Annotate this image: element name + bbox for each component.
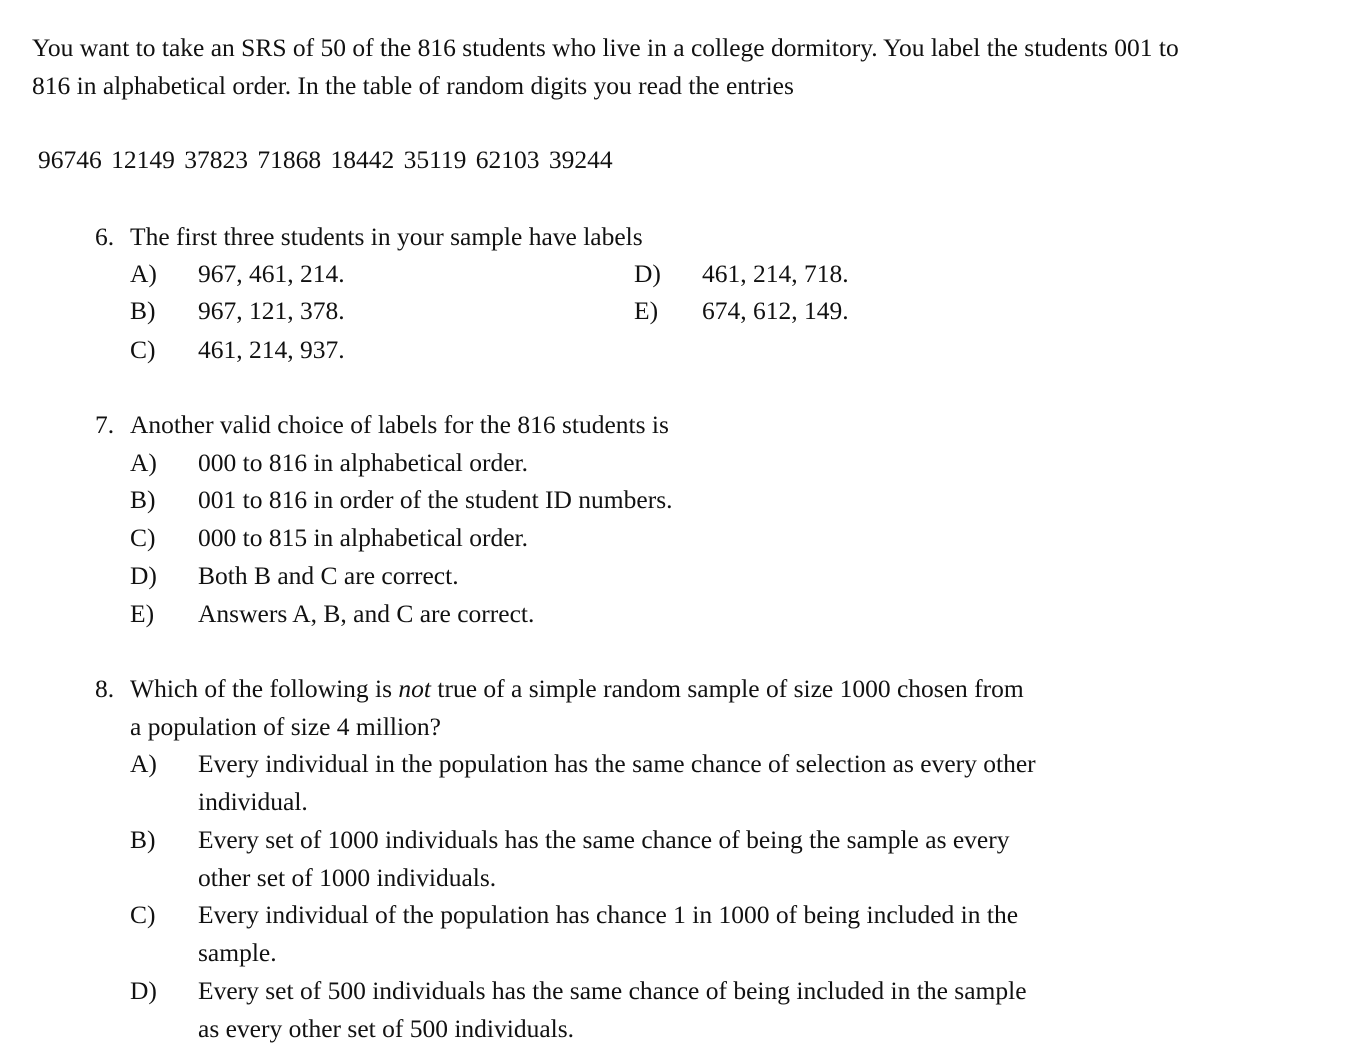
question-8-option-a-line-1: Every individual in the population has the same chance of selection as every other — [198, 749, 1036, 778]
question-7-option-c-text: 000 to 815 in alphabetical order. — [198, 523, 528, 552]
question-6-option-d-label: D) — [634, 259, 661, 288]
question-7-option-d-text: Both B and C are correct. — [198, 561, 459, 590]
question-8-text-before: Which of the following is — [130, 674, 399, 703]
question-8-emphasis: not — [398, 674, 432, 703]
question-6-option-b-label: B) — [130, 296, 156, 325]
question-6-number: 6. — [95, 222, 115, 251]
question-8-option-a-label: A) — [130, 749, 157, 778]
question-7-option-a-label: A) — [130, 448, 157, 477]
question-6-option-e-text: 674, 612, 149. — [702, 296, 849, 325]
question-8-number: 8. — [95, 674, 115, 703]
question-6-text: The first three students in your sample have labels — [130, 222, 643, 251]
question-7-number: 7. — [95, 410, 115, 439]
question-6-option-b-text: 967, 121, 378. — [198, 296, 345, 325]
question-7-option-b-text: 001 to 816 in order of the student ID numbers. — [198, 485, 673, 514]
question-8-option-c-line-1: Every individual of the population has chance 1 in 1000 of being included in the — [198, 900, 1019, 929]
question-6-option-c-text: 461, 214, 937. — [198, 335, 345, 364]
question-6-option-e-label: E) — [634, 296, 659, 325]
question-8-text-after: true of a simple random sample of size 1000 chosen from — [431, 674, 1024, 703]
question-8-text-line-2: a population of size 4 million? — [130, 712, 441, 741]
question-7-option-d-label: D) — [130, 561, 157, 590]
random-digits: 96746 12149 37823 71868 18442 35119 62103 39244 — [38, 145, 613, 174]
question-7-option-e-text: Answers A, B, and C are correct. — [198, 599, 535, 628]
question-8-option-d-label: D) — [130, 976, 157, 1005]
question-8-text — [130, 676, 1024, 702]
question-7-text: Another valid choice of labels for the 816 students is — [130, 410, 669, 439]
question-7-option-e-label: E) — [130, 599, 155, 628]
question-8-option-b-line-2: other set of 1000 individuals. — [198, 863, 497, 892]
intro-line-1: You want to take an SRS of 50 of the 816 students who live in a college dormitory. You label the students 001 to — [32, 33, 1179, 62]
question-8-option-d-line-1: Every set of 500 individuals has the same chance of being included in the sample — [198, 976, 1027, 1005]
question-7-option-a-text: 000 to 816 in alphabetical order. — [198, 448, 528, 477]
question-8-option-d-line-2: as every other set of 500 individuals. — [198, 1014, 575, 1043]
question-8-option-a-line-2: individual. — [198, 787, 308, 816]
intro-line-2: 816 in alphabetical order. In the table of random digits you read the entries — [32, 71, 794, 100]
question-8-option-c-line-2: sample. — [198, 938, 277, 967]
question-8-option-b-line-1: Every set of 1000 individuals has the same chance of being the sample as every — [198, 825, 1010, 854]
question-6-option-c-label: C) — [130, 335, 156, 364]
question-8-option-b-label: B) — [130, 825, 156, 854]
question-8-option-c-label: C) — [130, 900, 156, 929]
question-6-option-a-label: A) — [130, 259, 157, 288]
question-7-option-b-label: B) — [130, 485, 156, 514]
question-6-option-a-text: 967, 461, 214. — [198, 259, 345, 288]
question-7-option-c-label: C) — [130, 523, 156, 552]
question-6-option-d-text: 461, 214, 718. — [702, 259, 849, 288]
